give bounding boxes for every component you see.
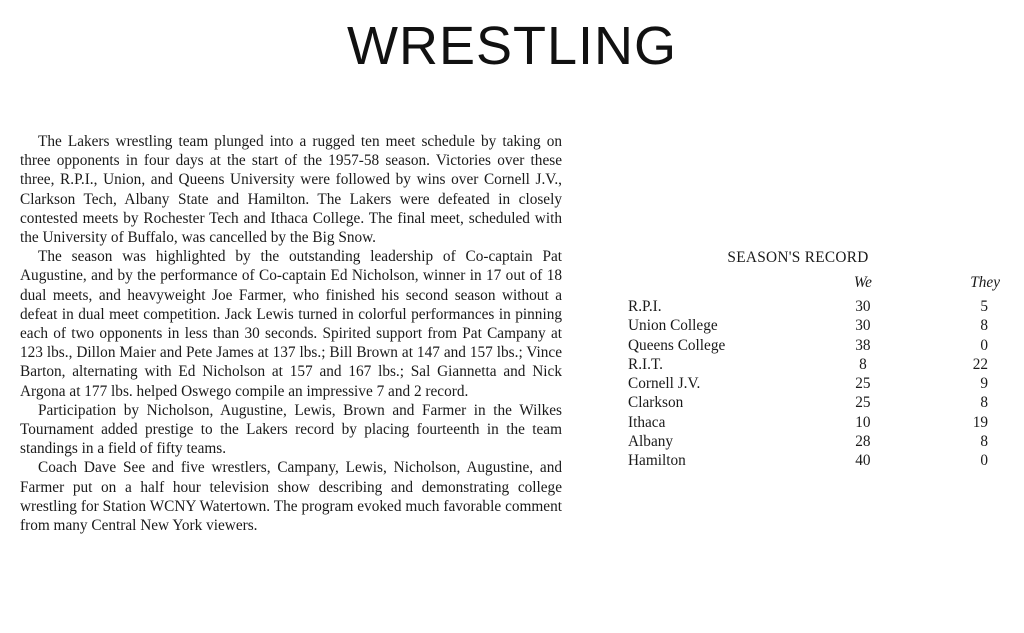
table-row bbox=[628, 413, 1004, 432]
team-name: Cornell J.V. bbox=[628, 375, 701, 393]
they-score: 0 bbox=[980, 336, 988, 354]
table-row bbox=[628, 451, 1004, 470]
team-name: Clarkson bbox=[628, 394, 684, 412]
article-body bbox=[20, 132, 562, 535]
we-score: 25 bbox=[855, 394, 871, 412]
season-record-table bbox=[628, 272, 1004, 471]
they-score: 8 bbox=[980, 317, 988, 335]
team-name: R.P.I. bbox=[628, 298, 662, 315]
we-score: 10 bbox=[855, 413, 871, 431]
season-record-title: SEASON'S RECORD bbox=[727, 249, 869, 266]
table-row bbox=[628, 374, 1004, 393]
we-score: 28 bbox=[855, 433, 871, 451]
they-score: 5 bbox=[980, 298, 988, 315]
team-name: Hamilton bbox=[628, 452, 686, 470]
team-name: Ithaca bbox=[628, 413, 666, 431]
they-score: 19 bbox=[972, 413, 988, 431]
table-row bbox=[628, 297, 1004, 316]
they-score: 8 bbox=[980, 433, 988, 451]
table-row bbox=[628, 336, 1004, 355]
table-row bbox=[628, 316, 1004, 335]
table-row bbox=[628, 355, 1004, 374]
page-title: WRESTLING bbox=[346, 16, 678, 76]
we-score: 8 bbox=[859, 355, 867, 373]
we-score: 38 bbox=[855, 336, 871, 354]
article-paragraph: Participation by Nicholson, Augustine, Lewis, Brown and Farmer in the Wilkes Tournament added prestige to the Lakers record by placing fourteenth in the team standings in a field of fifty teams. bbox=[20, 401, 562, 458]
table-row bbox=[628, 432, 1004, 451]
team-column-header bbox=[628, 272, 820, 297]
they-score: 22 bbox=[972, 355, 988, 373]
we-column-header: We bbox=[853, 274, 872, 291]
they-score: 9 bbox=[980, 375, 988, 393]
team-name: Queens College bbox=[628, 336, 726, 354]
we-score: 25 bbox=[855, 375, 871, 393]
we-score: 40 bbox=[855, 452, 871, 470]
season-record-header-row bbox=[628, 272, 1004, 297]
team-name: Albany bbox=[628, 433, 674, 451]
we-score: 30 bbox=[855, 298, 871, 315]
article-paragraph: Coach Dave See and five wrestlers, Campany, Lewis, Nicholson, Augustine, and Farmer put on a half hour television show describing and demonstrating college wrestling for Station WCNY Watertown. The program evoked much favorable comment from many Central New York viewers. bbox=[20, 459, 562, 535]
team-name: Union College bbox=[628, 317, 718, 335]
article-paragraph: The season was highlighted by the outstanding leadership of Co-captain Pat Augustine, and by the performance of Co-captain Ed Nicholson, winner in 17 out of 18 dual meets, and heavyweight Joe Farmer, who finished his second season without a defeat in dual meet competition. Jack Lewis turned in colorful performances in pinning each of two opponents in less than 30 seconds. Spirited support from Pat Campany at 123 lbs., Dillon Maier and Pete James at 137 lbs.; Bill Brown at 147 and 157 lbs.; Vince Barton, alternating with Ed Nicholson at 157 and 167 lbs.; Sal Giannetta and Nick Argona at 177 lbs. helped Oswego compile an impressive 7 and 2 record. bbox=[20, 248, 562, 400]
they-score: 0 bbox=[980, 452, 988, 470]
table-row bbox=[628, 393, 1004, 412]
team-name: R.I.T. bbox=[628, 355, 663, 373]
they-score: 8 bbox=[980, 394, 988, 412]
they-column-header: They bbox=[970, 274, 1000, 291]
we-score: 30 bbox=[855, 317, 871, 335]
season-record bbox=[628, 248, 1004, 471]
article-paragraph: The Lakers wrestling team plunged into a rugged ten meet schedule by taking on three opponents in four days at the start of the 1957-58 season. Victories over these three, R.P.I., Union, and Queens University were followed by wins over Cornell J.V., Clarkson Tech, Albany State and Hamilton. The Lakers were defeated in closely contested meets by Rochester Tech and Ithaca College. The final meet, scheduled with the University of Buffalo, was cancelled by the Big Snow. bbox=[20, 133, 562, 247]
